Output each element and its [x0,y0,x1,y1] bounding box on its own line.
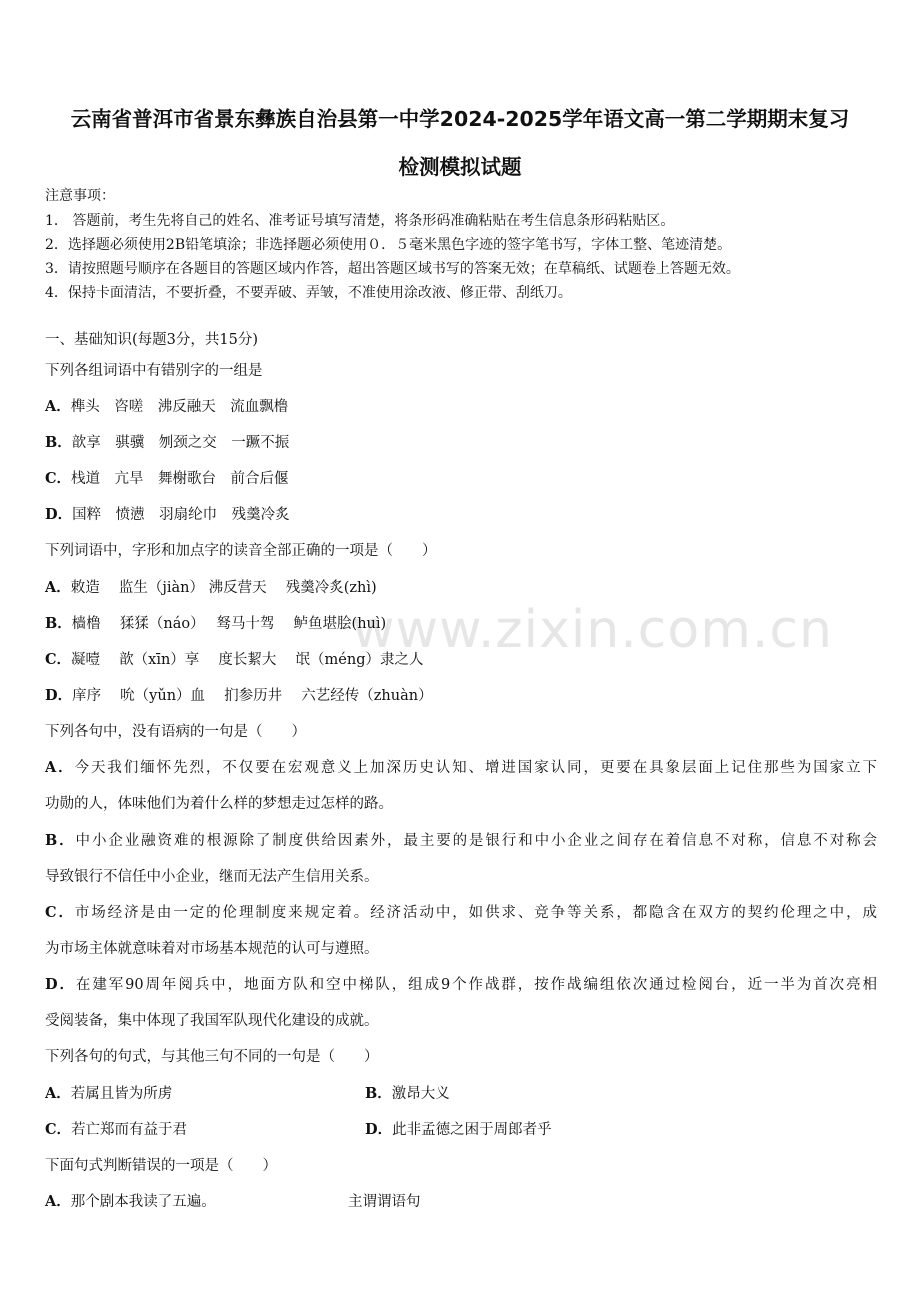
q3-option-a-line2: 功勋的人，体味他们为着什么样的梦想走过怎样的路。 [45,796,393,812]
notice-item-1: 1． 答题前，考生先将自己的姓名、准考证号填写清楚，将条形码准确粘贴在考生信息条形码粘贴区。 [45,213,675,229]
section-heading: 一、基础知识(每题3分，共15分) [45,332,258,348]
question-5-stem: 下面句式判断错误的一项是（ ） [45,1158,277,1174]
q3-option-c-line2: 为市场主体就意味着对市场基本规范的认可与遵照。 [45,941,379,957]
notice-item-2: 2．选择题必须使用2B铅笔填涂；非选择题必须使用０．５毫米黑色字迹的签字笔书写，字体工整、笔迹清楚。 [45,237,732,253]
q5-option-a-note: 主谓谓语句 [348,1194,421,1210]
q4-option-b [365,1084,450,1104]
notice-heading: 注意事项： [45,188,115,204]
option-text: 庠序 吮（yǔn）血 扪参历井 六艺经传（zhuàn） [72,688,433,704]
option-text: 榫头 咨嗟 沸反融天 流血飘橹 [70,399,289,415]
option-text: 今天我们缅怀先烈，不仅要在宏观意义上加深历史认知、增进国家认同，更要在具象层面上记住那些为国家立下 [74,760,877,776]
notice-item-3: 3．请按照题号顺序在各题目的答题区域内作答，超出答题区域书写的答案无效；在草稿纸、试题卷上答题无效。 [45,261,740,277]
q2-option-c [45,650,423,670]
q3-option-d-line1 [45,975,877,995]
option-text: 激昂大义 [391,1086,450,1102]
option-label: B． [45,615,72,632]
option-text: 栈道 亢旱 舞榭歌台 前合后偃 [71,471,289,487]
option-label: C． [45,470,72,487]
option-label: C． [45,904,75,921]
question-4-stem: 下列各句的句式，与其他三句不同的一句是（ ） [45,1049,379,1065]
option-text: 中小企业融资难的根源除了制度供给因素外，最主要的是银行和中小企业之间存在着信息不对称，信息不对称会 [75,833,877,849]
option-text: 凝噎 歆（xīn）享 度长絜大 氓（méng）隶之人 [71,652,424,668]
q1-option-b [45,433,289,453]
q3-option-b-line2: 导致银行不信任中小企业，继而无法产生信用关系。 [45,869,379,885]
option-text: 在建军90周年阅兵中，地面方队和空中梯队，组成9个作战群，按作战编组依次通过检阅台，近一半为首次亮相 [75,977,877,993]
option-text: 若属且皆为所虏 [70,1086,173,1102]
option-label: B． [365,1085,392,1102]
option-text: 樯橹 猱猱（náo） 驽马十驾 鲈鱼堪脍(huì) [71,616,387,632]
option-label: D． [45,687,73,704]
q4-option-a [45,1084,172,1104]
option-text: 若亡郑而有益于君 [71,1122,188,1138]
q3-option-b-line1 [45,831,877,851]
q1-option-a [45,397,288,417]
option-label: B． [45,832,76,849]
q3-option-d-line2: 受阅装备，集中体现了我国军队现代化建设的成就。 [45,1013,379,1029]
document-title-line2: 检测模拟试题 [398,155,522,179]
option-text: 歆享 骐骥 刎颈之交 一蹶不振 [71,435,290,451]
option-label: B． [45,434,72,451]
option-text: 敕造 监生（jiàn） 沸反营天 残羹冷炙(zhì) [70,580,377,596]
option-text: 那个剧本我读了五遍。 [70,1194,216,1210]
question-2-stem: 下列词语中，字形和加点字的读音全部正确的一项是（ ） [45,543,437,559]
option-label: D． [45,506,73,523]
q1-option-c [45,469,289,489]
q3-option-c-line1 [45,903,877,923]
q4-option-d [365,1120,552,1140]
question-3-stem: 下列各句中，没有语病的一句是（ ） [45,724,306,740]
q3-option-a-line1 [45,758,877,778]
q2-option-a [45,578,377,598]
option-text: 此非孟德之困于周郎者乎 [392,1122,552,1138]
q4-option-c [45,1120,187,1140]
option-label: D． [45,976,76,993]
option-label: A． [45,1193,71,1210]
question-1-stem: 下列各组词语中有错别字的一组是 [45,363,263,379]
document-title-line1: 云南省普洱市省景东彝族自治县第一中学2024-2025学年语文高一第二学期期末复习 [70,107,850,131]
option-label: C． [45,1121,72,1138]
q5-option-a [45,1192,216,1212]
notice-item-4: 4．保持卡面清洁，不要折叠，不要弄破、弄皱，不准使用涂改液、修正带、刮纸刀。 [45,285,572,301]
option-label: D． [365,1121,393,1138]
q1-option-d [45,505,290,525]
q2-option-b [45,614,386,634]
q2-option-d [45,686,433,706]
option-text: 国粹 愤懑 羽扇纶巾 残羹冷炙 [72,507,290,523]
option-label: A． [45,759,75,776]
option-label: A． [45,1085,71,1102]
option-label: A． [45,398,71,415]
option-label: A． [45,579,71,596]
option-text: 市场经济是由一定的伦理制度来规定着。经济活动中，如供求、竞争等关系，都隐含在双方的契约伦理之中，成 [74,905,877,921]
watermark: www.zixin.com.cn [352,600,833,660]
option-label: C． [45,651,72,668]
